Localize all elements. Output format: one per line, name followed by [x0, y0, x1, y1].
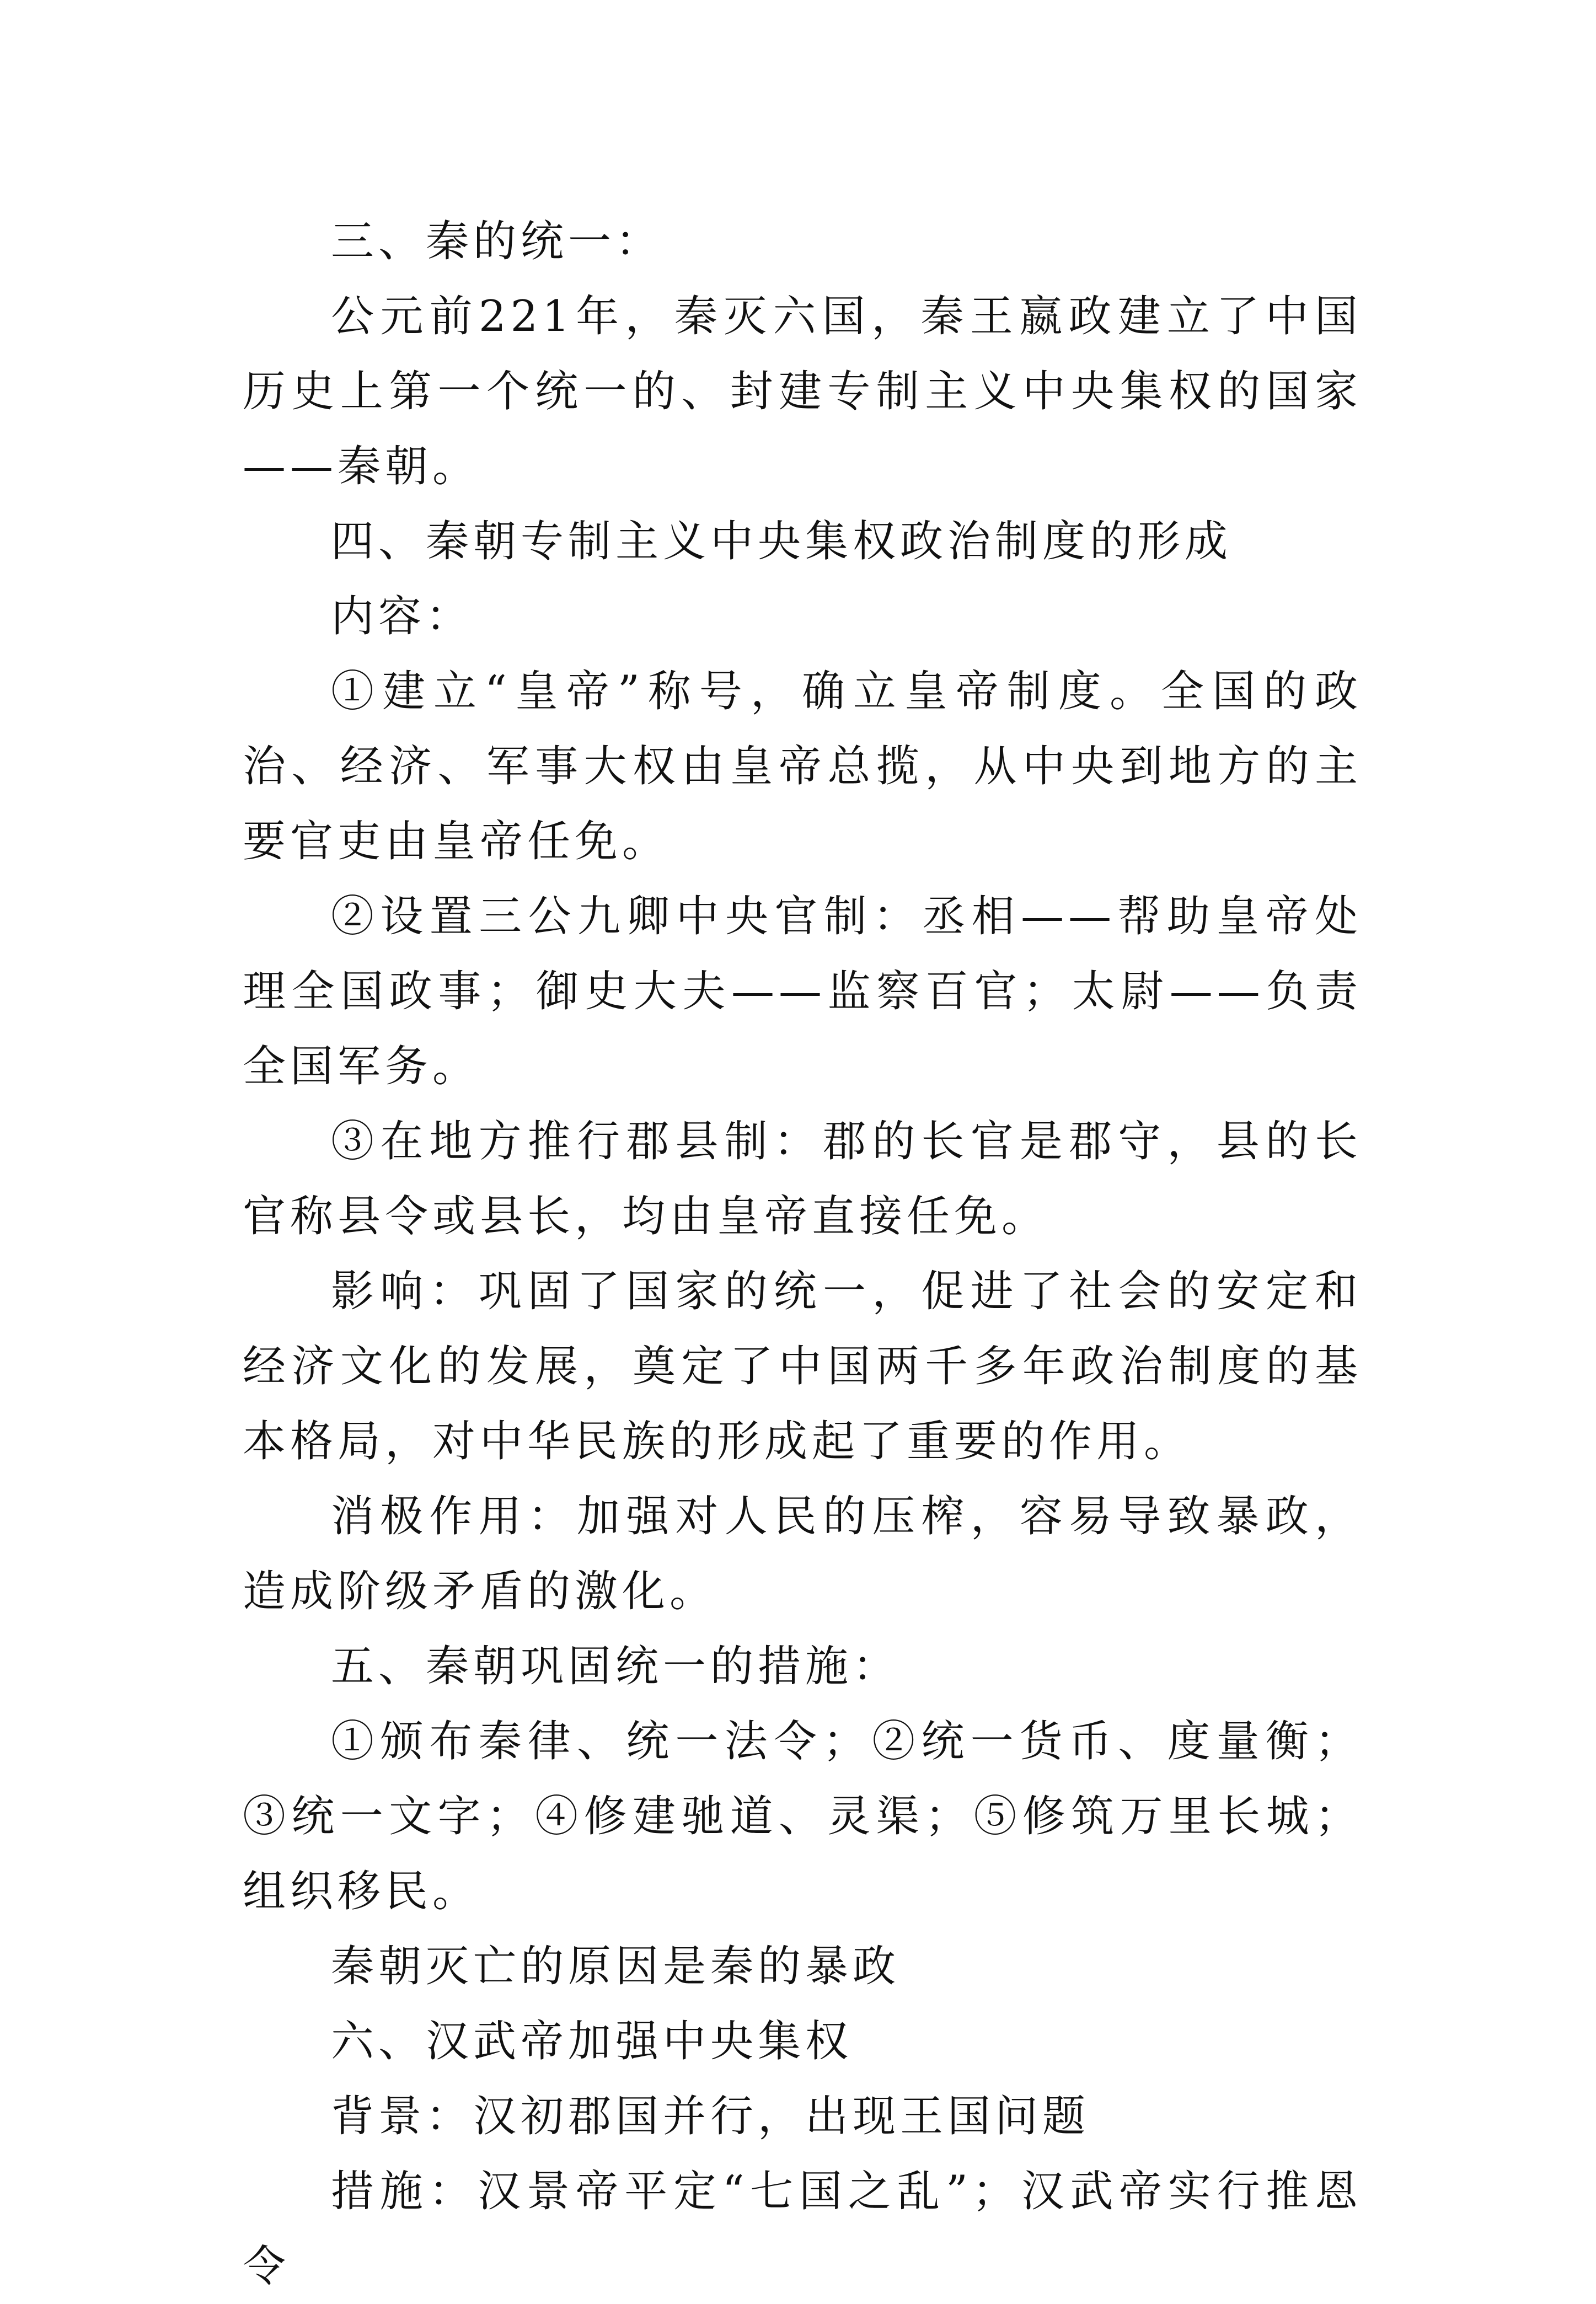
- paragraph-influence: 影响：巩固了国家的统一，促进了社会的安定和经济文化的发展，奠定了中国两千多年政治制度的基本格局，对中华民族的形成起了重要的作用。: [243, 1267, 1362, 1466]
- paragraph-measures: 措施：汉景帝平定“七国之乱”；汉武帝实行推恩令: [243, 2167, 1362, 2291]
- paragraph-consolidation-measures: ①颁布秦律、统一法令；②统一货币、度量衡；③统一文字；④修建驰道、灵渠；⑤修筑万里长城；组织移民。: [243, 1717, 1362, 1916]
- point-commandery-county-system: ③在地方推行郡县制：郡的长官是郡守，县的长官称县令或县长，均由皇帝直接任免。: [243, 1117, 1362, 1241]
- paragraph-qin-unification: 公元前221年，秦灭六国，秦王嬴政建立了中国历史上第一个统一的、封建专制主义中央集权的国家——秦朝。: [243, 292, 1362, 491]
- heading-qin-centralized-system: 四、秦朝专制主义中央集权政治制度的形成: [331, 517, 1233, 566]
- paragraph-qin-fall-reason: 秦朝灭亡的原因是秦的暴政: [331, 1942, 901, 1991]
- document-body: [243, 204, 1362, 2304]
- point-emperor-system: ①建立“皇帝”称号，确立皇帝制度。全国的政治、经济、军事大权由皇帝总揽，从中央到地方的主要官吏由皇帝任免。: [243, 667, 1362, 866]
- heading-han-wudi-centralization: 六、汉武帝加强中央集权: [331, 2017, 853, 2066]
- label-content: 内容：: [331, 592, 474, 641]
- point-three-lords-nine-ministers: ②设置三公九卿中央官制：丞相——帮助皇帝处理全国政事；御史大夫——监察百官；太尉——负责全国军务。: [243, 892, 1362, 1091]
- paragraph-negative-effect: 消极作用：加强对人民的压榨，容易导致暴政，造成阶级矛盾的激化。: [243, 1492, 1362, 1616]
- heading-consolidation-measures: 五、秦朝巩固统一的措施：: [331, 1642, 901, 1691]
- heading-qin-unification: 三、秦的统一：: [331, 217, 663, 266]
- paragraph-background: 背景：汉初郡国并行，出现王国问题: [331, 2092, 1090, 2141]
